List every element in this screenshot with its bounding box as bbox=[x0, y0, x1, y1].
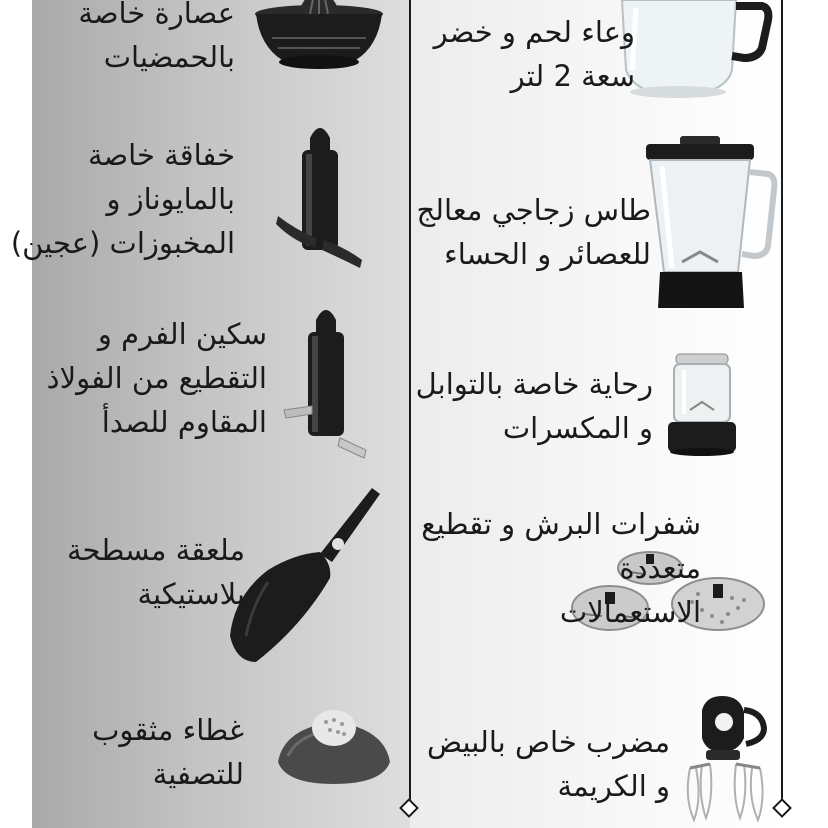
spatula-label-line-1: ملعقة مسطحة bbox=[66, 533, 245, 567]
spatula-label-line-2: بلاستيكية bbox=[137, 577, 245, 611]
dough-kneader-label bbox=[11, 133, 235, 265]
glass-blender-jar-icon bbox=[642, 136, 778, 312]
spatula-icon bbox=[228, 486, 382, 664]
egg-whisk-label-line-1: مضرب خاص بالبيض bbox=[426, 725, 670, 759]
chopping-blade-label-line-3: المقاوم للصدأ bbox=[101, 405, 267, 439]
slicing-discs-label-line-2: متعددة bbox=[619, 551, 701, 585]
center-divider bbox=[409, 0, 411, 808]
citrus-juicer-label bbox=[78, 0, 235, 79]
glass-blender-jar-label-line-2: للعصائر و الحساء bbox=[444, 237, 651, 271]
chopping-blade-label-line-2: التقطيع من الفولاذ bbox=[46, 361, 267, 395]
egg-whisk-icon bbox=[680, 694, 784, 824]
glass-blender-jar-label bbox=[416, 188, 651, 276]
egg-whisk-label bbox=[427, 720, 670, 808]
dough-kneader-icon bbox=[276, 120, 364, 275]
citrus-juicer-icon bbox=[252, 0, 386, 72]
citrus-juicer-label-line-1: عصارة خاصة bbox=[78, 0, 235, 30]
slicing-discs-label-line-3: الاستعمالات bbox=[559, 595, 701, 629]
citrus-juicer-label-line-2: بالحمضيات bbox=[103, 40, 235, 74]
food-bowl-label-line-2: سعة 2 لتر bbox=[510, 59, 635, 93]
spice-grinder-label-line-2: و المكسرات bbox=[502, 411, 653, 445]
perforated-lid-label bbox=[92, 708, 244, 796]
perforated-lid-label-line-2: للتصفية bbox=[152, 757, 244, 791]
dough-kneader-label-line-2: بالمايوناز و bbox=[106, 182, 235, 216]
slicing-discs-label bbox=[421, 502, 701, 634]
spatula-label bbox=[67, 528, 245, 616]
right-divider bbox=[781, 0, 783, 808]
spice-grinder-label bbox=[416, 362, 653, 450]
dough-kneader-label-line-3: المخبوزات (عجين) bbox=[10, 226, 235, 260]
perforated-lid-label-line-1: غطاء مثقوب bbox=[92, 713, 244, 747]
slicing-discs-label-line-1: شفرات البرش و تقطيع bbox=[421, 507, 701, 541]
perforated-lid-icon bbox=[274, 704, 394, 786]
chopping-blade-label bbox=[47, 312, 267, 444]
chopping-blade-icon bbox=[282, 302, 370, 462]
egg-whisk-label-line-2: و الكريمة bbox=[557, 769, 670, 803]
spice-grinder-label-line-1: رحاية خاصة بالتوابل bbox=[415, 367, 653, 401]
food-bowl-label bbox=[434, 10, 635, 98]
food-bowl-icon bbox=[612, 0, 770, 100]
glass-blender-jar-label-line-1: طاس زجاجي معالج bbox=[416, 193, 651, 227]
chopping-blade-label-line-1: سكين الفرم و bbox=[97, 317, 267, 351]
spice-grinder-icon bbox=[664, 354, 740, 458]
dough-kneader-label-line-1: خفاقة خاصة bbox=[88, 138, 235, 172]
food-bowl-label-line-1: وعاء لحم و خضر bbox=[433, 15, 635, 49]
